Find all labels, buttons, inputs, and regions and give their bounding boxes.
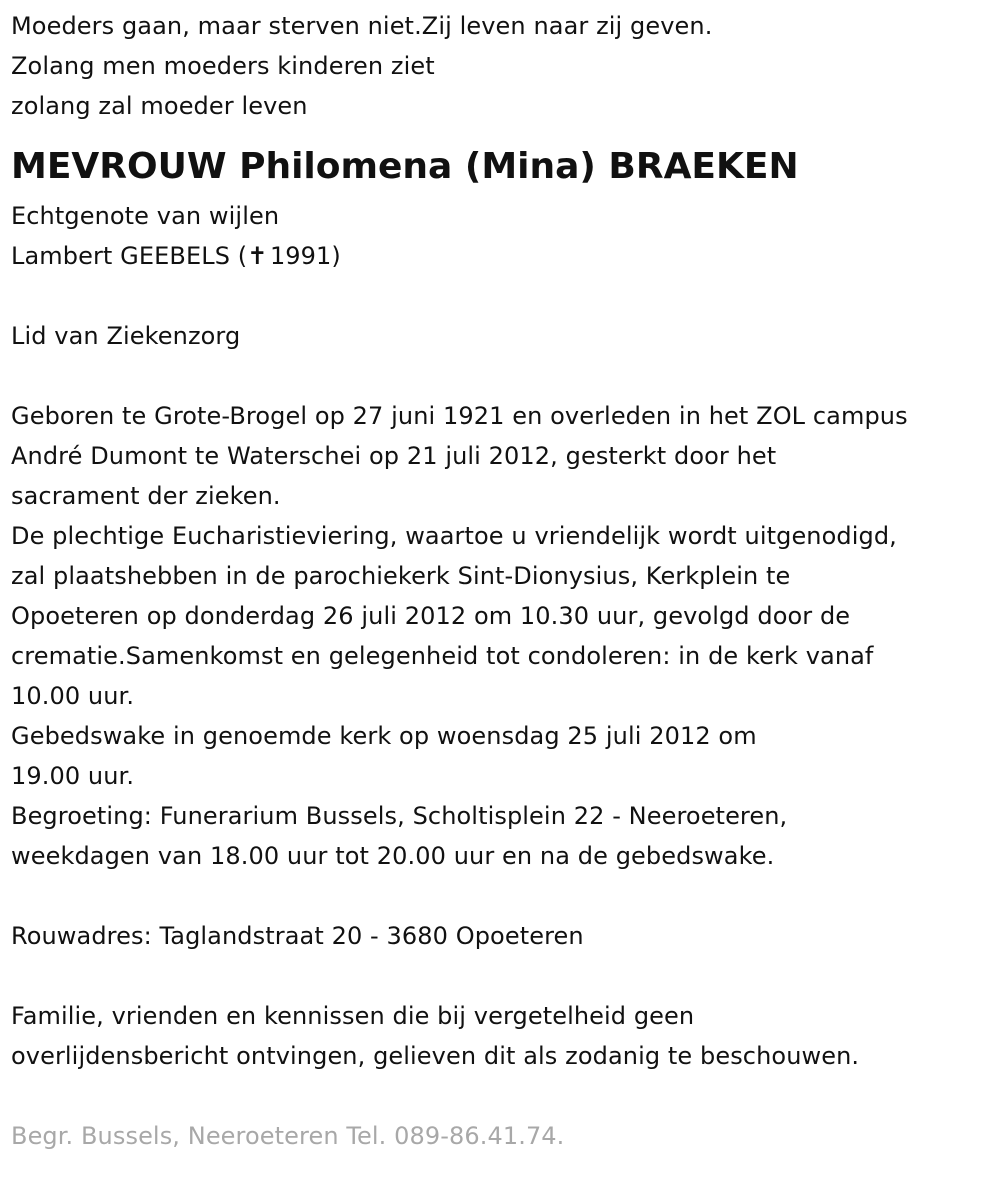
spouse-name-line (11, 236, 996, 276)
body-line: 19.00 uur. (11, 762, 135, 790)
spouse-death-year: 1991) (269, 242, 341, 270)
body-line: Gebedswake in genoemde kerk op woensdag 25 juli 2012 om (11, 722, 757, 750)
body-line: Opoeteren op donderdag 26 juli 2012 om 10.30 uur, gevolgd door de (11, 602, 851, 630)
spacer (11, 356, 996, 396)
poem-line: zolang zal moeder leven (11, 92, 308, 120)
spacer (11, 956, 996, 996)
funeral-home-footer: Begr. Bussels, Neeroeteren Tel. 089-86.41.74. (11, 1122, 565, 1150)
body-line: Begroeting: Funerarium Bussels, Scholtisplein 22 - Neeroeteren, (11, 802, 788, 830)
obituary-notice (11, 6, 996, 1156)
closing-line: overlijdensbericht ontvingen, gelieven dit als zodanig te beschouwen. (11, 1042, 860, 1070)
body-line: crematie.Samenkomst en gelegenheid tot condoleren: in de kerk vanaf (11, 642, 874, 670)
closing-line: Familie, vrienden en kennissen die bij vergetelheid geen (11, 1002, 695, 1030)
spacer (11, 1076, 996, 1116)
body-line: Geboren te Grote-Brogel op 27 juni 1921 en overleden in het ZOL campus (11, 402, 908, 430)
spacer (11, 276, 996, 316)
spouse-line: Echtgenote van wijlen (11, 202, 280, 230)
body-line: De plechtige Eucharistieviering, waartoe u vriendelijk wordt uitgenodigd, (11, 522, 897, 550)
membership: Lid van Ziekenzorg (11, 322, 241, 350)
body-line: weekdagen van 18.00 uur tot 20.00 uur en na de gebedswake. (11, 842, 775, 870)
poem-line: Zolang men moeders kinderen ziet (11, 52, 435, 80)
mourning-address: Rouwadres: Taglandstraat 20 - 3680 Opoeteren (11, 922, 584, 950)
body-line: 10.00 uur. (11, 682, 135, 710)
spacer (11, 876, 996, 916)
deceased-name: MEVROUW Philomena (Mina) BRAEKEN (11, 146, 799, 187)
spouse-name: Lambert GEEBELS ( (11, 242, 248, 270)
cross-icon: ✝ (247, 242, 268, 270)
poem-line: Moeders gaan, maar sterven niet.Zij leven naar zij geven. (11, 12, 713, 40)
body-line: sacrament der zieken. (11, 482, 281, 510)
body-line: zal plaatshebben in de parochiekerk Sint-Dionysius, Kerkplein te (11, 562, 791, 590)
body-line: André Dumont te Waterschei op 21 juli 2012, gesterkt door het (11, 442, 777, 470)
